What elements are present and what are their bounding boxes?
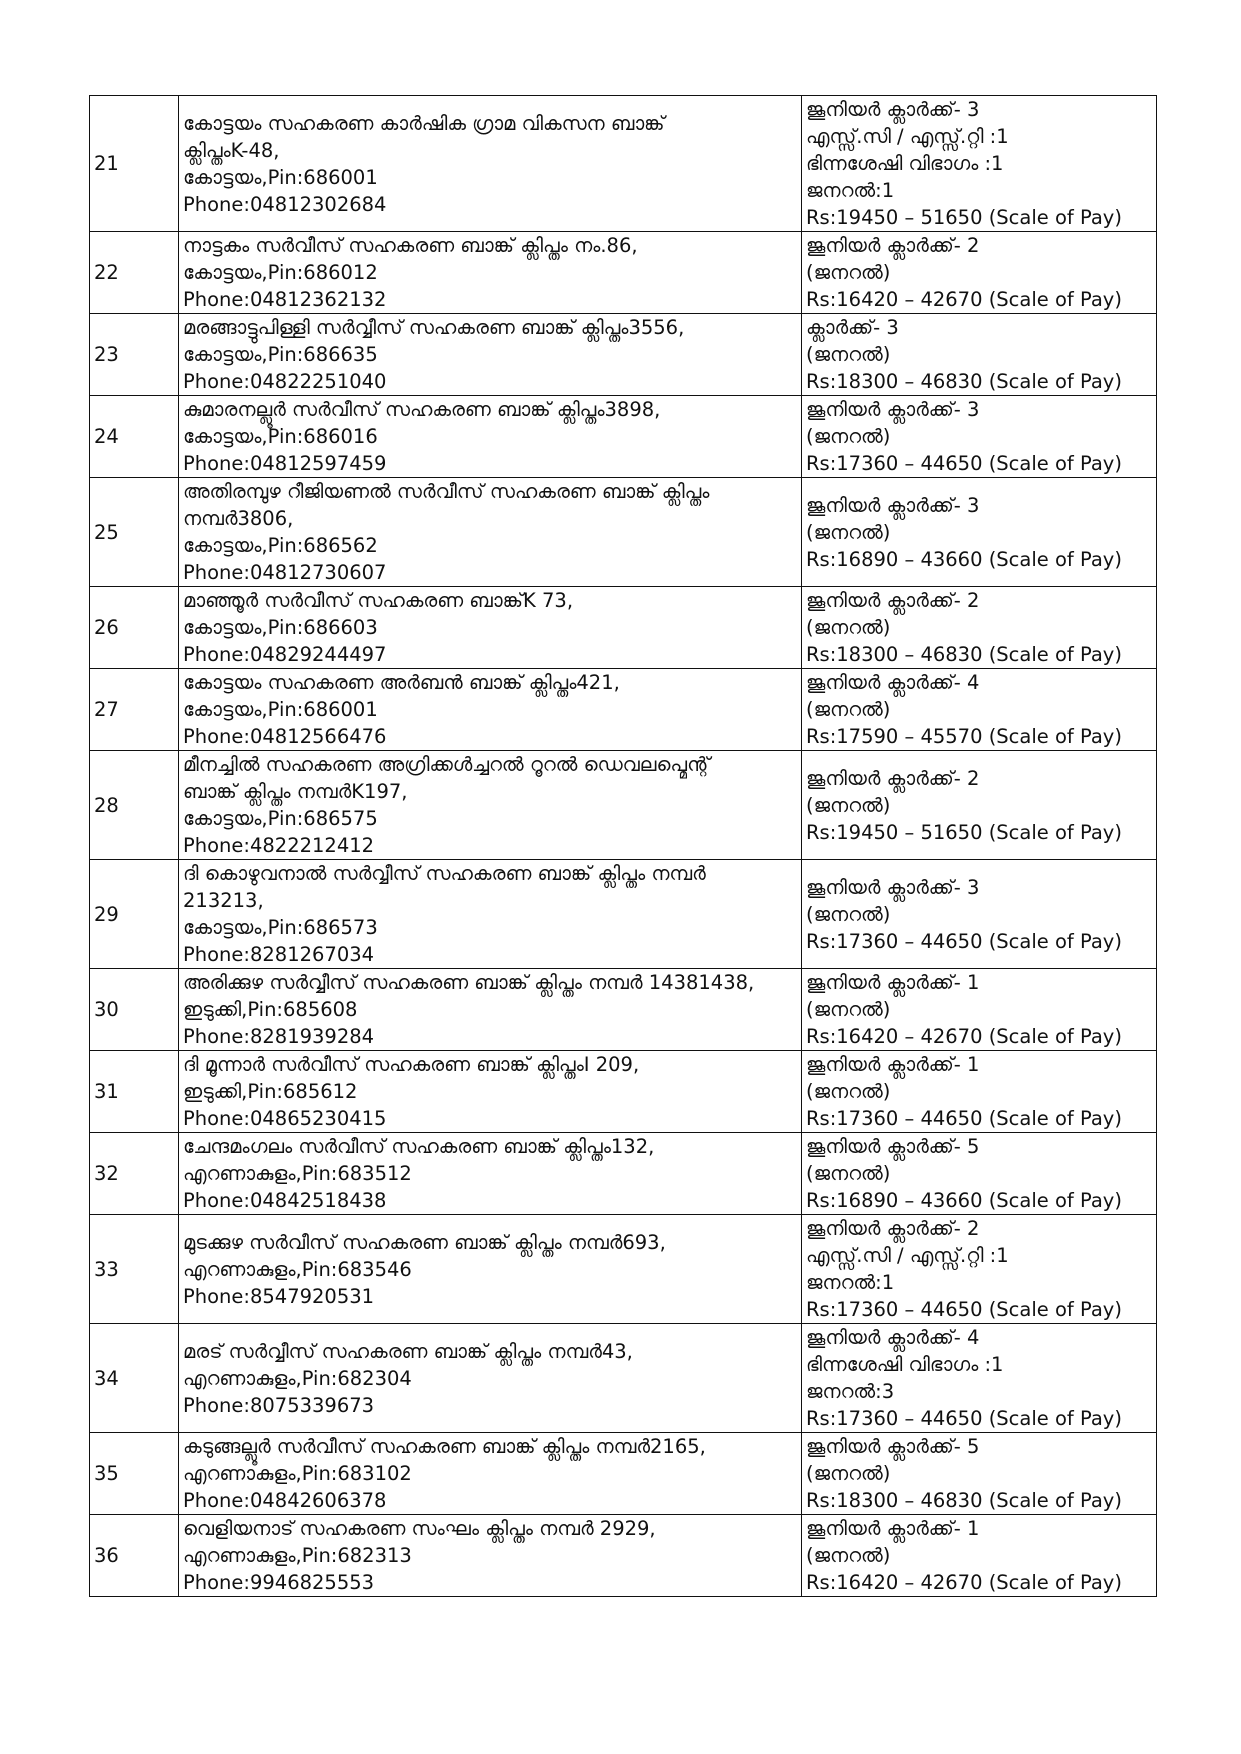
table-row [90, 587, 1157, 669]
vacancy-detail-line: (ജനറൽ) [806, 1462, 891, 1485]
vacancy-detail-line: Rs:17360 – 44650 (Scale of Pay) [806, 1407, 1122, 1430]
bank-detail-line: വെളിയനാട് സഹകരണ സംഘം ക്ലിപ്തം നമ്പർ 2929, [183, 1517, 656, 1540]
vacancy-details-cell [802, 1515, 1157, 1597]
vacancy-detail-line: (ജനറൽ) [806, 1544, 891, 1567]
vacancy-detail-line: (ജനറൽ) [806, 261, 891, 284]
serial-number-cell: 25 [90, 478, 179, 587]
table-row [90, 96, 1157, 232]
bank-detail-line: മാഞ്ഞൂർ സർവീസ് സഹകരണ ബാങ്ക്K 73, [183, 589, 574, 612]
bank-detail-line: Phone:04812597459 [183, 452, 387, 475]
bank-detail-line: Phone:04812302684 [183, 192, 387, 216]
bank-detail-line: അരിക്കുഴ സർവ്വീസ് സഹകരണ ബാങ്ക് ക്ലിപ്തം നമ്പർ 14381438, [183, 971, 755, 994]
vacancy-detail-line: Rs:17360 – 44650 (Scale of Pay) [806, 452, 1122, 475]
table-row [90, 860, 1157, 969]
bank-details-cell [179, 1433, 802, 1515]
bank-detail-line: Phone:04842606378 [183, 1489, 387, 1512]
serial-number-cell: 33 [90, 1215, 179, 1324]
vacancy-detail-line: Rs:16890 – 43660 (Scale of Pay) [806, 547, 1122, 571]
vacancy-detail-line: ജൂനിയർ ക്ലാർക്ക്- 1 [806, 1053, 980, 1076]
bank-detail-line: Phone:04842518438 [183, 1189, 387, 1212]
table-row [90, 232, 1157, 314]
vacancy-details-cell [802, 1051, 1157, 1133]
vacancy-detail-line: (ജനറൽ) [806, 616, 891, 639]
serial-number-cell: 32 [90, 1133, 179, 1215]
vacancy-detail-line: Rs:18300 – 46830 (Scale of Pay) [806, 1489, 1122, 1512]
vacancy-details-cell [802, 314, 1157, 396]
vacancy-detail-line: എസ്സ്.സി / എസ്സ്.റ്റി :1 [806, 125, 1009, 148]
bank-details-cell [179, 478, 802, 587]
bank-detail-line: Phone:8075339673 [183, 1393, 375, 1417]
table-row [90, 478, 1157, 587]
bank-detail-line: Phone:04812362132 [183, 288, 387, 311]
vacancy-detail-line: (ജനറൽ) [806, 698, 891, 721]
vacancy-detail-line: ജൂനിയർ ക്ലാർക്ക്- 4 [806, 1326, 980, 1349]
serial-number-cell: 31 [90, 1051, 179, 1133]
vacancy-detail-line: Rs:16420 – 42670 (Scale of Pay) [806, 1025, 1122, 1048]
bank-detail-line: എറണാകുളം,Pin:682304 [183, 1366, 412, 1390]
vacancy-detail-line: Rs:17360 – 44650 (Scale of Pay) [806, 1298, 1122, 1321]
table-row [90, 969, 1157, 1051]
vacancy-detail-line: Rs:17360 – 44650 (Scale of Pay) [806, 929, 1122, 953]
bank-detail-line: മീനച്ചിൽ സഹകരണ അഗ്രിക്കൾച്ചറൽ റൂറൽ ഡെവലപ്മെന്റ് [183, 753, 710, 776]
bank-details-cell [179, 1051, 802, 1133]
bank-details-cell [179, 860, 802, 969]
vacancy-details-cell [802, 860, 1157, 969]
vacancy-detail-line: (ജനറൽ) [806, 425, 891, 448]
bank-detail-line: മരങ്ങാട്ടുപിള്ളി സർവ്വീസ് സഹകരണ ബാങ്ക് ക്ലിപ്തം3556, [183, 316, 685, 339]
vacancy-details-cell [802, 1215, 1157, 1324]
vacancy-detail-line: Rs:18300 – 46830 (Scale of Pay) [806, 643, 1122, 666]
serial-number-cell: 24 [90, 396, 179, 478]
vacancy-detail-line: ജൂനിയർ ക്ലാർക്ക്- 4 [806, 671, 980, 694]
vacancy-detail-line: ജനറൽ:1 [806, 1271, 895, 1294]
serial-number-cell: 36 [90, 1515, 179, 1597]
vacancy-detail-line: Rs:16420 – 42670 (Scale of Pay) [806, 1571, 1122, 1594]
vacancy-detail-line: ജൂനിയർ ക്ലാർക്ക്- 2 [806, 589, 980, 612]
bank-detail-line: കോട്ടയം,Pin:686575 [183, 807, 378, 830]
vacancy-detail-line: ജൂനിയർ ക്ലാർക്ക്- 3 [806, 398, 980, 421]
bank-detail-line: കടുങ്ങല്ലൂർ സർവീസ് സഹകരണ ബാങ്ക് ക്ലിപ്തം നമ്പർ2165, [183, 1435, 706, 1458]
vacancy-detail-line: (ജനറൽ) [806, 793, 891, 817]
bank-details-cell [179, 751, 802, 860]
serial-number-cell: 34 [90, 1324, 179, 1433]
serial-number-cell: 21 [90, 96, 179, 232]
bank-detail-line: കോട്ടയം,Pin:686001 [183, 165, 378, 189]
vacancy-detail-line: Rs:17360 – 44650 (Scale of Pay) [806, 1107, 1122, 1130]
vacancy-detail-line: Rs:16420 – 42670 (Scale of Pay) [806, 288, 1122, 311]
vacancy-detail-line: Rs:19450 – 51650 (Scale of Pay) [806, 206, 1122, 229]
vacancy-detail-line: (ജനറൽ) [806, 998, 891, 1021]
bank-detail-line: എറണാകുളം,Pin:683512 [183, 1162, 412, 1185]
bank-detail-line: ക്ലിപ്തംK-48, [183, 138, 280, 162]
vacancy-detail-line: ജൂനിയർ ക്ലാർക്ക്- 2 [806, 766, 980, 790]
vacancy-detail-line: എസ്സ്.സി / എസ്സ്.റ്റി :1 [806, 1244, 1009, 1267]
bank-detail-line: കോട്ടയം,Pin:686012 [183, 261, 378, 284]
vacancy-details-cell [802, 669, 1157, 751]
bank-detail-line: Phone:8547920531 [183, 1284, 375, 1308]
bank-detail-line: കോട്ടയം സഹകരണ കാർഷിക ഗ്രാമ വികസന ബാങ്ക് [183, 111, 665, 135]
serial-number-cell: 22 [90, 232, 179, 314]
bank-detail-line: നാട്ടകം സർവീസ് സഹകരണ ബാങ്ക് ക്ലിപ്തം നം.86, [183, 234, 638, 257]
bank-detail-line: Phone:04822251040 [183, 370, 387, 393]
bank-detail-line: എറണാകുളം,Pin:682313 [183, 1544, 412, 1567]
bank-detail-line: എറണാകുളം,Pin:683102 [183, 1462, 412, 1485]
vacancy-details-cell [802, 751, 1157, 860]
bank-detail-line: എറണാകുളം,Pin:683546 [183, 1257, 412, 1281]
table-row [90, 396, 1157, 478]
vacancy-detail-line: ജൂനിയർ ക്ലാർക്ക്- 2 [806, 234, 980, 257]
vacancy-detail-line: (ജനറൽ) [806, 1080, 891, 1103]
bank-detail-line: Phone:8281267034 [183, 943, 375, 966]
table-row [90, 1133, 1157, 1215]
bank-detail-line: കോട്ടയം,Pin:686603 [183, 616, 378, 639]
bank-details-cell [179, 1215, 802, 1324]
bank-details-cell [179, 396, 802, 478]
table-row [90, 1215, 1157, 1324]
bank-detail-line: കോട്ടയം,Pin:686573 [183, 916, 378, 939]
table-body [90, 96, 1157, 1597]
bank-detail-line: ദി കൊഴുവനാൽ സർവ്വീസ് സഹകരണ ബാങ്ക് ക്ലിപ്തം നമ്പർ [183, 862, 706, 885]
vacancy-detail-line: ജനറൽ:1 [806, 179, 895, 202]
bank-detail-line: കോട്ടയം,Pin:686016 [183, 425, 378, 448]
bank-detail-line: മുടക്കുഴ സർവീസ് സഹകരണ ബാങ്ക് ക്ലിപ്തം നമ്പർ693, [183, 1230, 666, 1254]
vacancy-details-cell [802, 1433, 1157, 1515]
bank-details-cell [179, 669, 802, 751]
bank-detail-line: Phone:04865230415 [183, 1107, 387, 1130]
bank-detail-line: ഇടുക്കി,Pin:685608 [183, 998, 358, 1021]
bank-details-cell [179, 1515, 802, 1597]
bank-detail-line: കോട്ടയം,Pin:686562 [183, 534, 378, 557]
table-row [90, 751, 1157, 860]
table-row [90, 1051, 1157, 1133]
table-row [90, 669, 1157, 751]
bank-details-cell [179, 587, 802, 669]
vacancy-details-cell [802, 1324, 1157, 1433]
vacancy-detail-line: ജൂനിയർ ക്ലാർക്ക്- 3 [806, 875, 980, 899]
vacancy-detail-line: Rs:19450 – 51650 (Scale of Pay) [806, 820, 1122, 844]
bank-detail-line: കോട്ടയം,Pin:686635 [183, 343, 378, 366]
serial-number-cell: 23 [90, 314, 179, 396]
vacancy-detail-line: ഭിന്നശേഷി വിഭാഗം :1 [806, 1353, 1004, 1376]
bank-detail-line: 213213, [183, 889, 264, 912]
vacancy-details-cell [802, 478, 1157, 587]
bank-detail-line: Phone:04812730607 [183, 561, 387, 584]
table-row [90, 314, 1157, 396]
bank-details-cell [179, 1324, 802, 1433]
vacancy-detail-line: ജൂനിയർ ക്ലാർക്ക്- 5 [806, 1135, 980, 1158]
vacancy-detail-line: (ജനറൽ) [806, 520, 891, 544]
vacancy-detail-line: (ജനറൽ) [806, 343, 891, 366]
bank-details-cell [179, 314, 802, 396]
bank-details-cell [179, 96, 802, 232]
vacancy-details-cell [802, 96, 1157, 232]
vacancy-detail-line: Rs:17590 – 45570 (Scale of Pay) [806, 725, 1122, 748]
bank-detail-line: Phone:8281939284 [183, 1025, 375, 1048]
bank-detail-line: ബാങ്ക് ക്ലിപ്തം നമ്പർK197, [183, 780, 408, 803]
bank-detail-line: ചേന്ദമംഗലം സർവീസ് സഹകരണ ബാങ്ക് ക്ലിപ്തം132, [183, 1135, 655, 1158]
bank-detail-line: അതിരമ്പുഴ റീജിയണൽ സർവീസ് സഹകരണ ബാങ്ക് ക്ലിപ്തം [183, 480, 710, 503]
vacancy-detail-line: ജൂനിയർ ക്ലാർക്ക്- 1 [806, 1517, 980, 1540]
table-row [90, 1324, 1157, 1433]
vacancy-detail-line: ജൂനിയർ ക്ലാർക്ക്- 3 [806, 493, 980, 517]
bank-detail-line: കോട്ടയം,Pin:686001 [183, 698, 378, 721]
bank-detail-line: Phone:4822212412 [183, 834, 375, 857]
serial-number-cell: 27 [90, 669, 179, 751]
vacancy-details-cell [802, 232, 1157, 314]
vacancy-detail-line: ക്ലാർക്ക്- 3 [806, 316, 899, 339]
bank-detail-line: മരട് സർവ്വീസ് സഹകരണ ബാങ്ക് ക്ലിപ്തം നമ്പർ43, [183, 1339, 633, 1363]
serial-number-cell: 26 [90, 587, 179, 669]
vacancy-detail-line: ജൂനിയർ ക്ലാർക്ക്- 2 [806, 1217, 980, 1240]
bank-details-cell [179, 232, 802, 314]
bank-detail-line: നമ്പർ3806, [183, 507, 294, 530]
serial-number-cell: 30 [90, 969, 179, 1051]
vacancy-detail-line: (ജനറൽ) [806, 1162, 891, 1185]
vacancy-detail-line: ജൂനിയർ ക്ലാർക്ക്- 1 [806, 971, 980, 994]
serial-number-cell: 35 [90, 1433, 179, 1515]
bank-detail-line: ഇടുക്കി,Pin:685612 [183, 1080, 358, 1103]
bank-detail-line: ദി മൂന്നാർ സർവീസ് സഹകരണ ബാങ്ക് ക്ലിപ്തംI 209, [183, 1053, 640, 1076]
bank-detail-line: Phone:04812566476 [183, 725, 387, 748]
bank-detail-line: കുമാരനല്ലൂർ സർവീസ് സഹകരണ ബാങ്ക് ക്ലിപ്തം3898, [183, 398, 661, 421]
vacancy-detail-line: ജൂനിയർ ക്ലാർക്ക്- 3 [806, 98, 980, 121]
bank-details-cell [179, 1133, 802, 1215]
table-row [90, 1433, 1157, 1515]
table-row [90, 1515, 1157, 1597]
vacancy-detail-line: ഭിന്നശേഷി വിഭാഗം :1 [806, 152, 1004, 175]
vacancy-detail-line: (ജനറൽ) [806, 902, 891, 926]
vacancy-detail-line: Rs:16890 – 43660 (Scale of Pay) [806, 1189, 1122, 1212]
serial-number-cell: 29 [90, 860, 179, 969]
vacancy-detail-line: ജൂനിയർ ക്ലാർക്ക്- 5 [806, 1435, 980, 1458]
vacancy-details-cell [802, 396, 1157, 478]
bank-detail-line: Phone:04829244497 [183, 643, 387, 666]
vacancy-details-cell [802, 969, 1157, 1051]
bank-detail-line: Phone:9946825553 [183, 1571, 375, 1594]
vacancy-detail-line: ജനറൽ:3 [806, 1380, 895, 1403]
bank-detail-line: കോട്ടയം സഹകരണ അർബൻ ബാങ്ക് ക്ലിപ്തം421, [183, 671, 620, 694]
vacancy-details-cell [802, 1133, 1157, 1215]
vacancy-detail-line: Rs:18300 – 46830 (Scale of Pay) [806, 370, 1122, 393]
bank-details-cell [179, 969, 802, 1051]
bank-vacancy-table [89, 95, 1157, 1597]
vacancy-details-cell [802, 587, 1157, 669]
serial-number-cell: 28 [90, 751, 179, 860]
